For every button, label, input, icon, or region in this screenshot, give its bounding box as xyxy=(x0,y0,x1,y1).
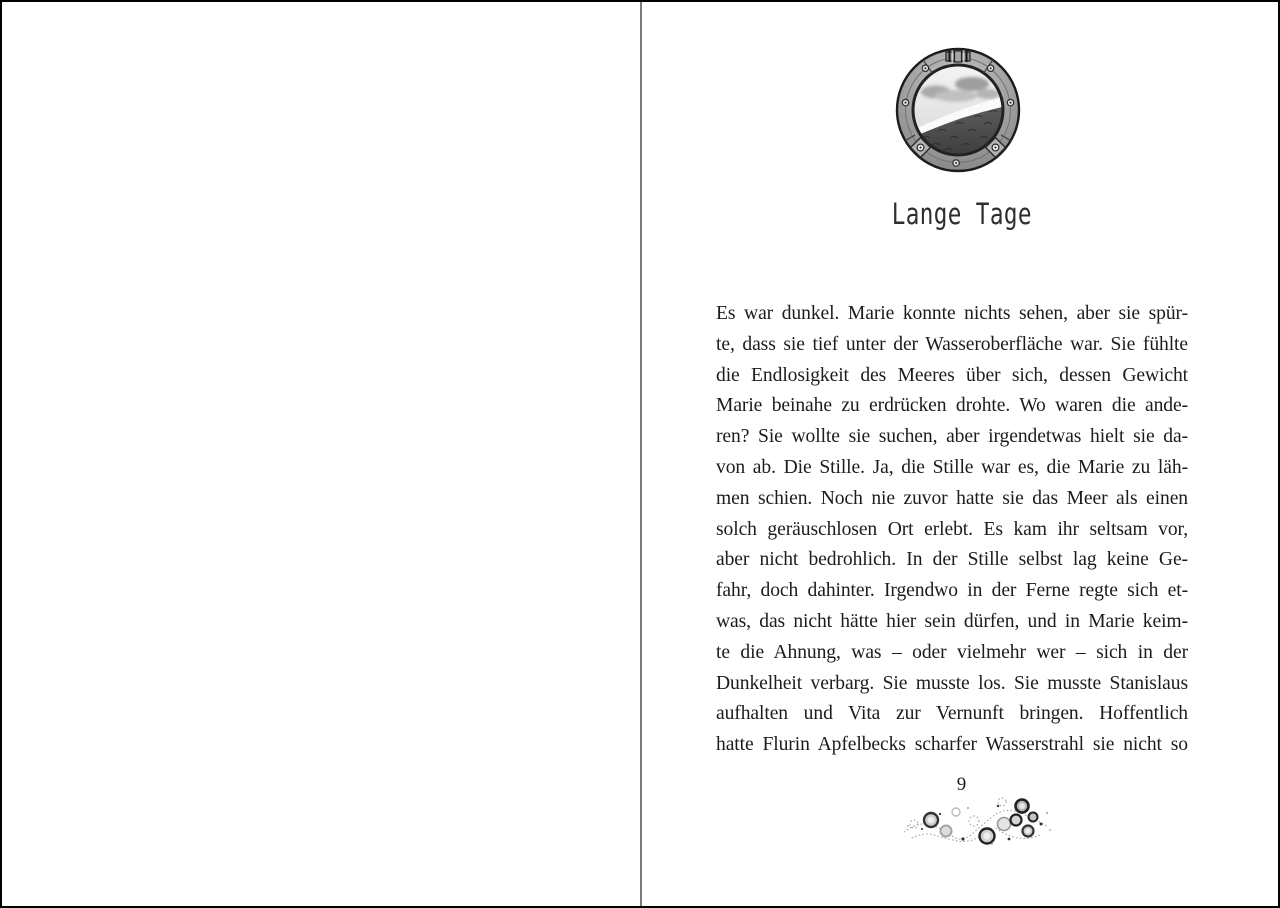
body-text-line: aber nicht bedrohlich. In der Stille selbst lag keine Ge- xyxy=(716,549,1188,571)
body-text-line: te, dass sie tief unter der Wasseroberfläche war. Sie fühlte xyxy=(716,333,1188,355)
body-text-line: was, das nicht hätte hier sein dürfen, und in Marie keim- xyxy=(716,610,1188,632)
body-text-line: aufhalten und Vita zur Vernunft bringen. Hoffentlich xyxy=(716,703,1188,725)
body-text-line: men schien. Noch nie zuvor hatte sie das Meer als einen xyxy=(716,487,1188,509)
body-text xyxy=(716,299,1188,761)
body-text-line: ren? Sie wollte sie suchen, aber irgendetwas hielt sie da- xyxy=(716,426,1188,448)
body-text-line: die Endlosigkeit des Meeres über sich, dessen Gewicht xyxy=(716,364,1188,386)
left-page-blank xyxy=(2,2,640,906)
body-text-line: von ab. Die Stille. Ja, die Stille war es, die Marie zu läh- xyxy=(716,456,1188,478)
chapter-title xyxy=(643,194,1280,240)
body-text-line: te die Ahnung, was – oder vielmehr wer – sich in der xyxy=(716,641,1188,663)
body-text-line: solch geräuschlosen Ort erlebt. Es kam ihr seltsam vor, xyxy=(716,518,1188,540)
body-text-line: fahr, doch dahinter. Irgendwo in der Ferne regte sich et- xyxy=(716,580,1188,602)
chapter-title-text: Lange Tage xyxy=(891,197,1032,231)
body-text-line: Dunkelheit verbarg. Sie musste los. Sie musste Stanislaus xyxy=(716,672,1188,694)
top-hinge xyxy=(946,51,970,63)
body-text-line: Marie beinahe zu erdrücken drohte. Wo waren die ande- xyxy=(716,395,1188,417)
porthole-ocean-view-icon xyxy=(894,46,1022,174)
bubble-trail-icon xyxy=(900,794,1052,850)
body-text-line: hatte Flurin Apfelbecks scharfer Wasserstrahl sie nicht so xyxy=(716,734,1188,756)
page-number: 9 xyxy=(956,774,967,795)
body-text-line: Es war dunkel. Marie konnte nichts sehen, aber sie spür- xyxy=(716,303,1188,324)
